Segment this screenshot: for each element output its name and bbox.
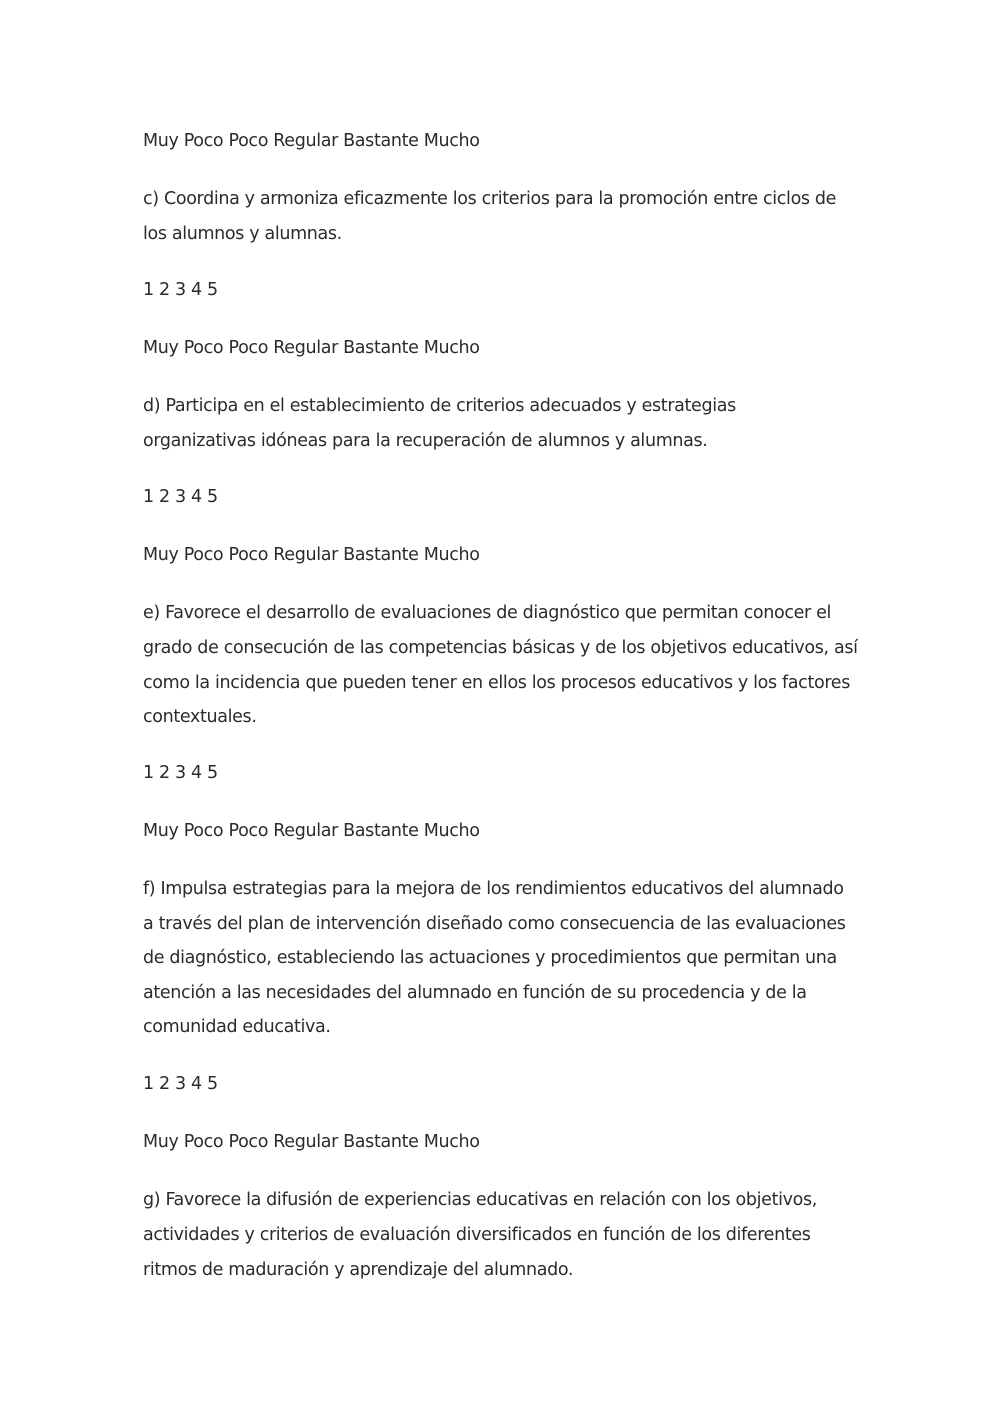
rating-scale-labels: Muy Poco Poco Regular Bastante Mucho <box>143 131 480 151</box>
rating-scale-numbers: 1 2 3 4 5 <box>143 763 218 783</box>
item-g-text: g) Favorece la difusión de experiencias educativas en relación con los objetivos, <box>143 1190 817 1210</box>
item-c-text: los alumnos y alumnas. <box>143 224 342 244</box>
item-e-text: e) Favorece el desarrollo de evaluaciones de diagnóstico que permitan conocer el <box>143 603 832 623</box>
item-d-text: d) Participa en el establecimiento de criterios adecuados y estrategias <box>143 396 736 416</box>
rating-scale-labels: Muy Poco Poco Regular Bastante Mucho <box>143 338 480 358</box>
item-e-text: contextuales. <box>143 707 257 727</box>
item-f-text: f) Impulsa estrategias para la mejora de los rendimientos educativos del alumnado <box>143 879 844 899</box>
item-c-text: c) Coordina y armoniza eficazmente los criterios para la promoción entre ciclos de <box>143 189 837 209</box>
rating-scale-labels: Muy Poco Poco Regular Bastante Mucho <box>143 545 480 565</box>
rating-scale-numbers: 1 2 3 4 5 <box>143 280 218 300</box>
rating-scale-labels: Muy Poco Poco Regular Bastante Mucho <box>143 821 480 841</box>
item-e-text: grado de consecución de las competencias básicas y de los objetivos educativos, así <box>143 638 858 658</box>
item-g-text: ritmos de maduración y aprendizaje del alumnado. <box>143 1260 574 1280</box>
item-f-text: a través del plan de intervención diseñado como consecuencia de las evaluaciones <box>143 914 846 934</box>
rating-scale-labels: Muy Poco Poco Regular Bastante Mucho <box>143 1132 480 1152</box>
item-g-text: actividades y criterios de evaluación diversificados en función de los diferentes <box>143 1225 811 1245</box>
item-f-text: de diagnóstico, estableciendo las actuaciones y procedimientos que permitan una <box>143 948 837 968</box>
rating-scale-numbers: 1 2 3 4 5 <box>143 1074 218 1094</box>
rating-scale-numbers: 1 2 3 4 5 <box>143 487 218 507</box>
item-f-text: atención a las necesidades del alumnado en función de su procedencia y de la <box>143 983 807 1003</box>
item-f-text: comunidad educativa. <box>143 1017 331 1037</box>
item-d-text: organizativas idóneas para la recuperación de alumnos y alumnas. <box>143 431 708 451</box>
item-e-text: como la incidencia que pueden tener en ellos los procesos educativos y los factores <box>143 673 850 693</box>
